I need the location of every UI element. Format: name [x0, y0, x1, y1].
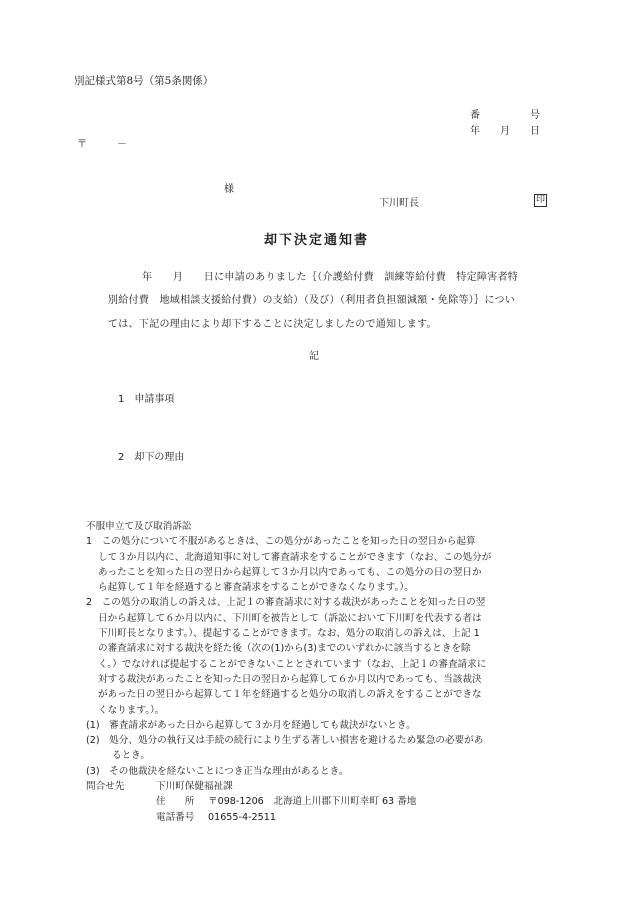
document-number-line: 番 号: [470, 110, 540, 121]
condition-2-continued: るとき。: [112, 750, 150, 762]
appeal-notes: [86, 519, 556, 825]
note-2-line: があった日の翌日から起算して１年を経過すると処分の取消しの訴えをすることができな: [98, 689, 482, 701]
contact-label: 問合せ先: [86, 781, 125, 793]
note-2-line: 対する裁決があったことを知った日の翌日から起算して６か月以内であっても、当該裁決: [98, 673, 482, 685]
section-application-items: 1 申請事項: [118, 394, 175, 405]
body-line-1: 年 月 日に申請のありました｛（介護給付費 訓練等給付費 特定障害者特: [142, 272, 519, 283]
note-2-line: の審査請求に対する裁決を経た後（次の(1)から(3)までのいずれかに該当するときを除: [98, 643, 471, 655]
note-2-line: く。）でなければ提起することができないこととされています（なお、上記１の審査請求に: [98, 658, 487, 670]
address-label: 住 所: [156, 796, 195, 808]
issuer-name: 下川町長: [379, 198, 419, 209]
note-2-line: 2 この処分の取消しの訴えは、上記１の審査請求に対する裁決があったことを知った日の翌: [86, 597, 486, 609]
document-date-line: 年 月 日: [470, 126, 540, 137]
note-2-line: 下川町長となります。）、提起することができます。なお、処分の取消しの訴えは、上記 1: [98, 628, 480, 640]
phone-value: 01655-4-2511: [208, 811, 276, 823]
body-line-2: 別給付費 地域相談支援給付費）の支給）（及び）（利用者負担額減額・免除等）｝につい: [108, 295, 516, 306]
address-row: [86, 794, 556, 809]
contact-department: 下川町保健福祉課: [156, 781, 233, 793]
official-seal: 印: [536, 195, 546, 205]
note-1-line: 1 この処分について不服があるときは、この処分があったことを知った日の翌日から起算: [86, 536, 476, 548]
notes-heading: 不服申立て及び取消訴訟: [86, 521, 192, 532]
body-line-3: ては、下記の理由により却下することに決定しましたので通知します。: [108, 319, 437, 330]
form-reference: 別記様式第8号（第5条関係）: [74, 75, 214, 87]
addressee-suffix: 様: [224, 184, 234, 195]
condition-2: (2) 処分、処分の執行又は手続の続行により生ずる著しい損害を避けるため緊急の必要があ: [86, 735, 484, 747]
section-rejection-reason: 2 却下の理由: [118, 452, 185, 463]
condition-1: (1) 審査請求があった日から起算して３か月を経過しても裁決がないとき。: [86, 719, 416, 731]
contact-row: [86, 779, 556, 794]
phone-label: 電話番号: [156, 811, 195, 823]
postal-code-line: 〒 －: [77, 139, 127, 150]
note-2-line: 日から起算して６か月以内に、下川町を被告として（訴訟において下川町を代表する者は: [98, 612, 482, 624]
ki-marker: 記: [309, 351, 319, 362]
condition-3: (3) その他裁決を経ないことにつき正当な理由があるとき。: [86, 765, 349, 777]
address-value: 〒098-1206 北海道上川郡下川町幸町 63 番地: [208, 796, 417, 808]
phone-row: [86, 810, 556, 825]
note-2-line: くなります。）。: [98, 704, 165, 716]
note-1-line: あったことを知った日の翌日から起算して３か月以内であっても、この処分の日の翌日か: [98, 566, 482, 578]
note-1-line: して３か月以内に、北海道知事に対して審査請求をすることができます（なお、この処分が: [98, 551, 492, 563]
note-1-line: ら起算して１年を経過すると審査請求をすることができなくなります。）。: [98, 582, 414, 594]
document-title: 却下決定通知書: [264, 233, 370, 248]
